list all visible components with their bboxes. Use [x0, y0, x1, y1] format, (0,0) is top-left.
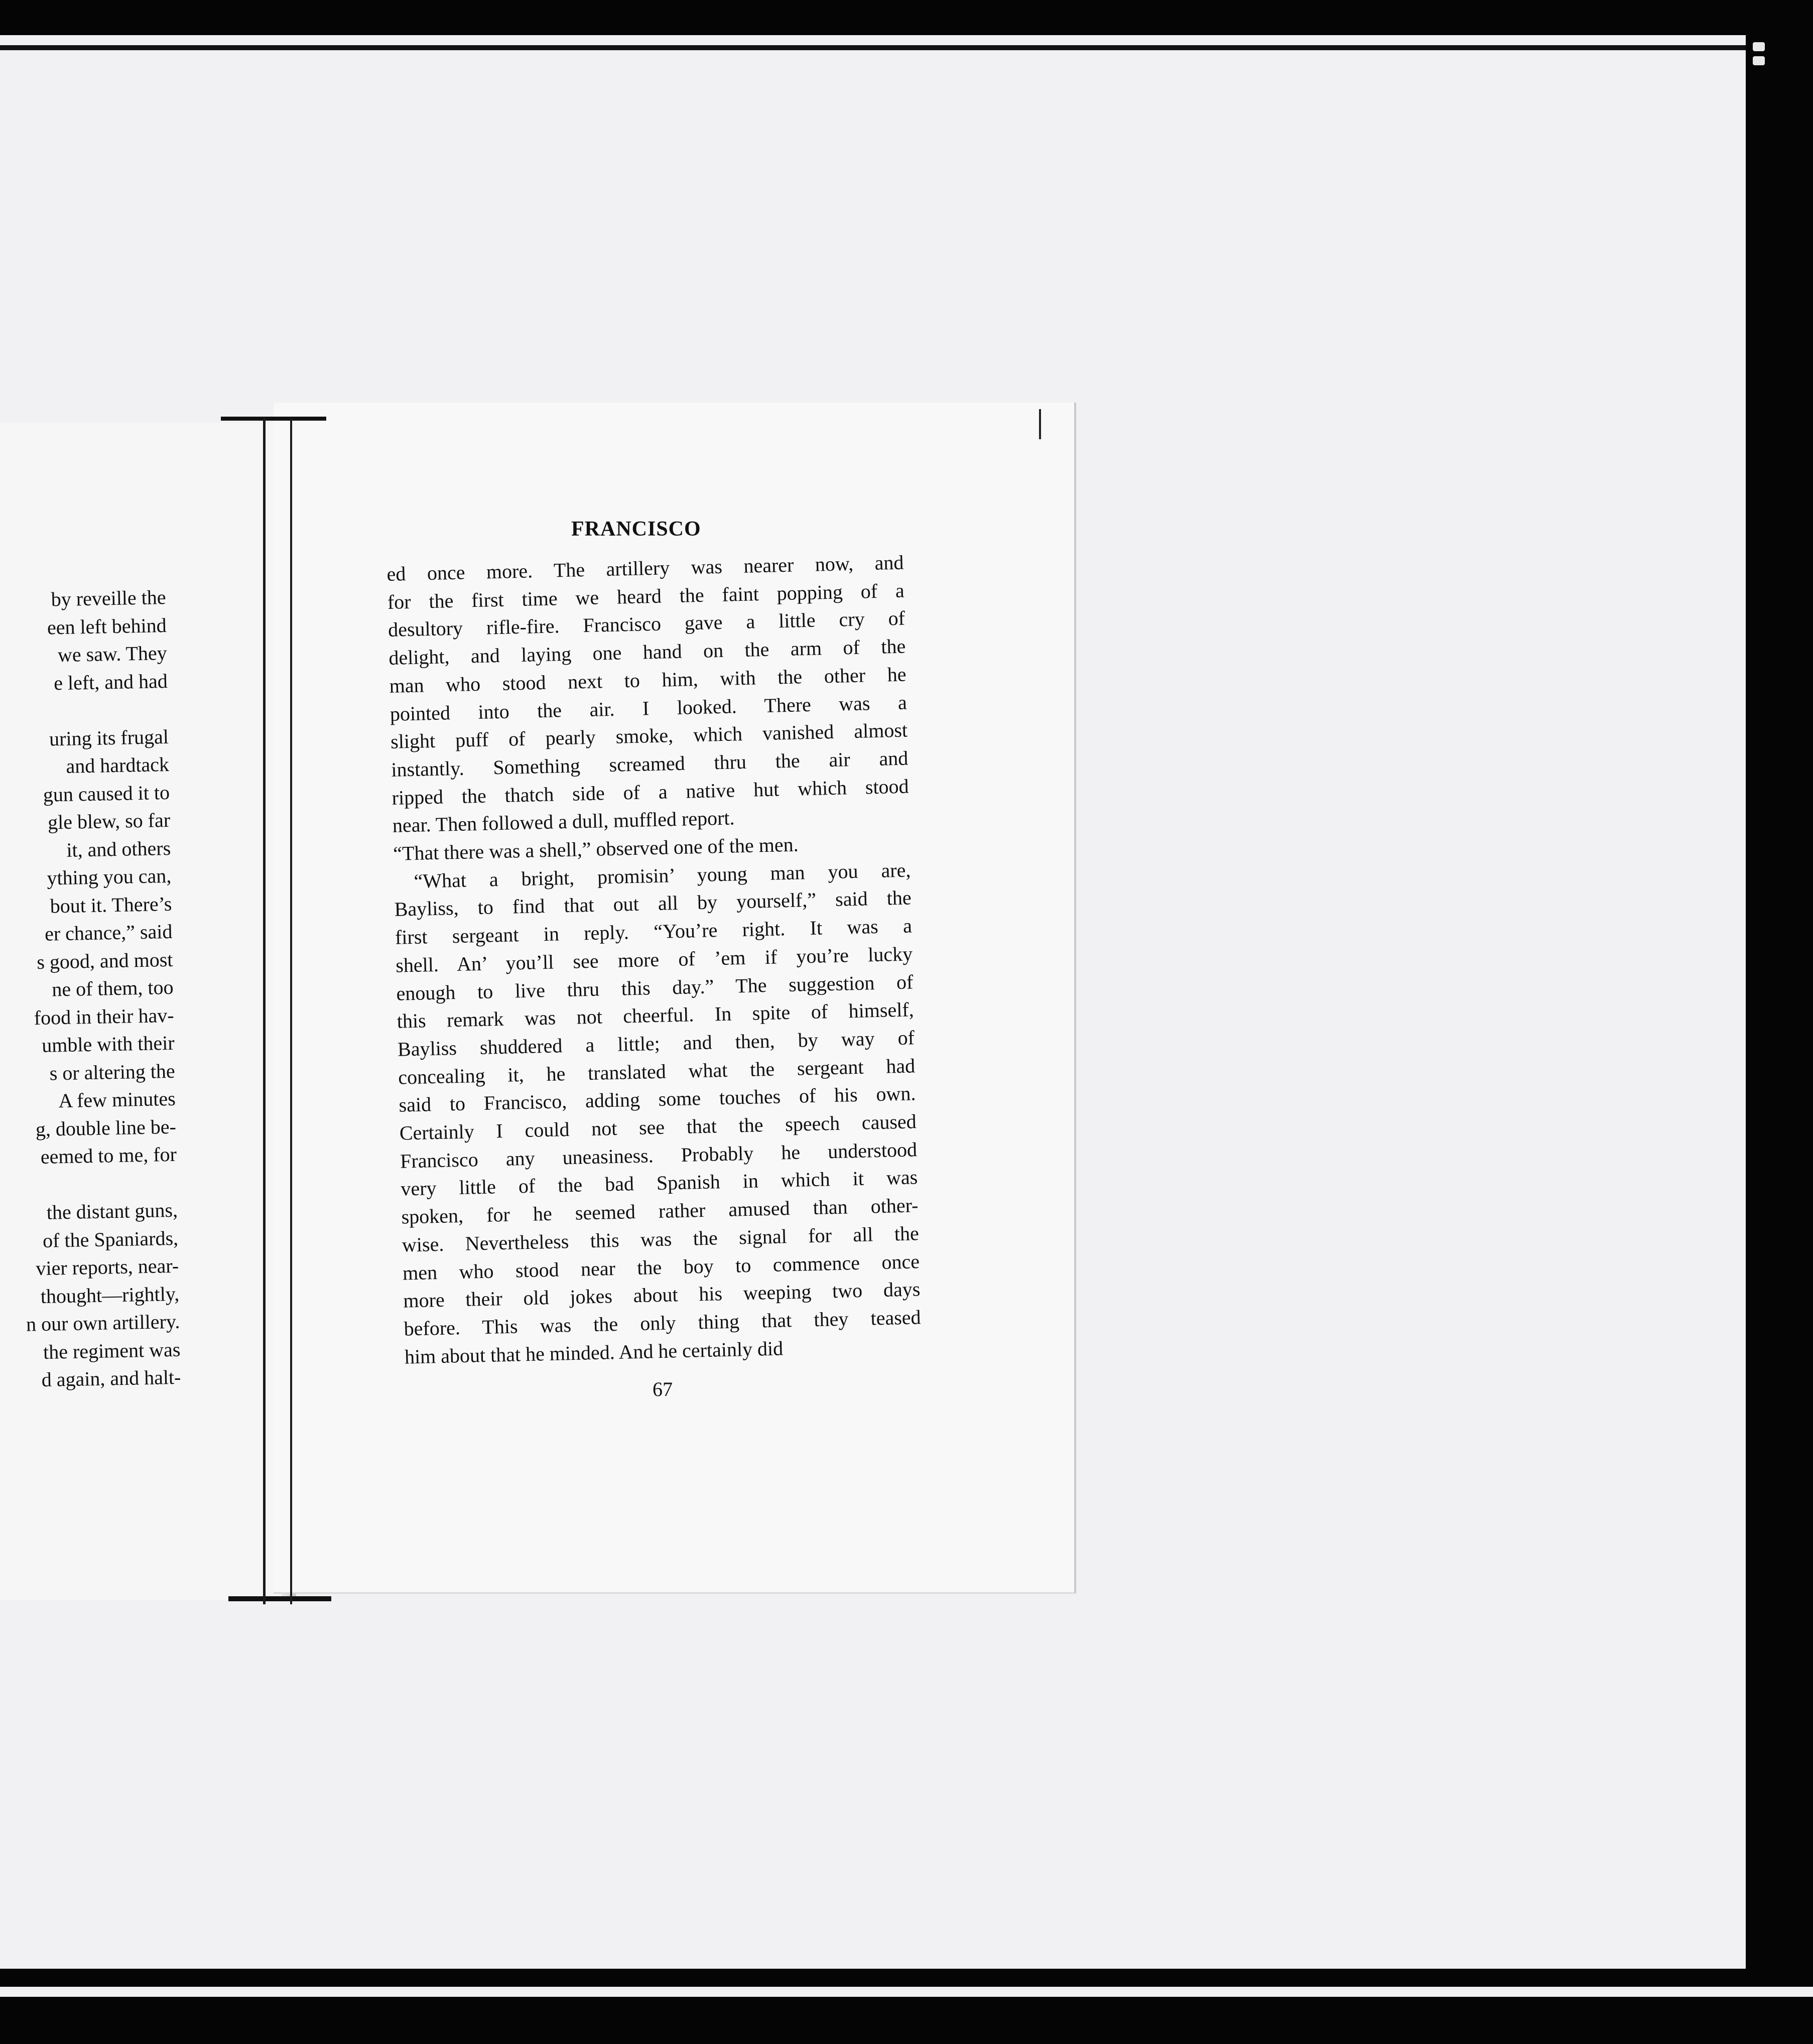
- left-page-text: [0, 583, 181, 1394]
- text-line: near. Then followed a dull, muffled report.: [392, 806, 735, 837]
- text-line: it, and others: [66, 836, 171, 861]
- text-line: gle blew, so far: [47, 808, 171, 834]
- page-number: 67: [653, 1378, 673, 1400]
- text-line: pointed into the air. I looked. There was a: [390, 691, 908, 725]
- page-edge-mark: [1039, 409, 1041, 439]
- film-frame-top-gap: [0, 35, 1813, 45]
- text-line: eemed to me, for: [40, 1142, 177, 1168]
- text-line: instantly. Something screamed thru the air and: [391, 746, 909, 781]
- text-line: uring its frugal: [49, 725, 169, 750]
- text-line: thought—rightly,: [40, 1282, 180, 1308]
- text-line: delight, and laying one hand on the arm of the: [388, 634, 906, 670]
- text-line: gun caused it to: [43, 781, 170, 806]
- text-line: and hardtack: [66, 752, 170, 778]
- text-line: the regiment was: [43, 1338, 181, 1363]
- text-line: A few minutes: [58, 1087, 176, 1112]
- text-line: more their old jokes about his weeping two days: [403, 1278, 921, 1312]
- text-line: first sergeant in reply. “You’re right. It was a: [395, 914, 913, 949]
- text-line: man who stood next to him, with the other he: [389, 663, 906, 697]
- text-line: men who stood near the boy to commence once: [402, 1249, 920, 1285]
- text-line: s or altering the: [49, 1059, 176, 1085]
- text-line: shell. An’ you’ll see more of ’em if you’re lucky: [395, 942, 913, 977]
- text-line: een left behind: [47, 613, 167, 639]
- text-line: we saw. They: [57, 641, 168, 667]
- text-line: spoken, for he seemed rather amused than other-: [401, 1194, 919, 1228]
- running-head: FRANCISCO: [571, 518, 701, 541]
- text-line: ything you can,: [47, 864, 172, 889]
- text-line: Bayliss, to find that out all by yourself,” said the: [394, 886, 912, 921]
- text-line: “What a bright, promisin’ young man you are,: [414, 858, 911, 892]
- text-line: bout it. There’s: [50, 892, 172, 918]
- film-sprocket-mark: [1753, 56, 1765, 65]
- text-line: of the Spaniards,: [42, 1226, 179, 1252]
- text-line: wise. Nevertheless this was the signal for all the: [402, 1222, 920, 1256]
- text-line: d again, and halt-: [41, 1365, 181, 1391]
- text-line: Certainly I could not see that the speech caused: [399, 1110, 917, 1144]
- text-line: [11, 1168, 177, 1199]
- text-line: vier reports, near-: [36, 1254, 179, 1280]
- text-line: enough to live thru this day.” The suggestion of: [396, 970, 914, 1005]
- text-line: slight puff of pearly smoke, which vanished almost: [390, 718, 908, 753]
- text-line: er chance,” said: [44, 920, 173, 945]
- film-frame-top-border: [0, 0, 1813, 35]
- film-frame-right-border: [1746, 35, 1813, 1973]
- text-line: food in their hav-: [34, 1003, 174, 1029]
- text-line: e left, and had: [53, 669, 168, 694]
- text-line: concealing it, he translated what the sergeant had: [398, 1054, 916, 1089]
- text-line: this remark was not cheerful. In spite of himself,: [397, 998, 915, 1033]
- text-line: said to Francisco, adding some touches of his own.: [399, 1082, 916, 1117]
- text-line: by reveille the: [51, 585, 166, 611]
- text-line: g, double line be-: [35, 1115, 177, 1140]
- film-frame-top-inner-rule: [0, 45, 1747, 50]
- film-sprocket-mark: [1753, 42, 1765, 51]
- text-line: him about that he minded. And he certainly did: [404, 1337, 784, 1368]
- text-line: s good, and most: [36, 948, 173, 973]
- text-line: the distant guns,: [46, 1198, 178, 1224]
- text-line: before. This was the only thing that they teased: [404, 1306, 921, 1340]
- gutter-line: [263, 418, 266, 1604]
- film-frame-bottom-border: [0, 1969, 1813, 2044]
- gutter-line: [290, 418, 292, 1604]
- text-line: “That there was a shell,” observed one of the men.: [393, 833, 799, 865]
- text-line: ed once more. The artillery was nearer now, and: [386, 551, 904, 585]
- text-line: desultory rifle-fire. Francisco gave a little cry of: [387, 607, 905, 642]
- text-line: ne of them, too: [51, 975, 174, 1001]
- text-line: umble with their: [41, 1031, 175, 1057]
- text-line: Bayliss shuddered a little; and then, by way of: [397, 1026, 915, 1061]
- text-line: very little of the bad Spanish in which it was: [400, 1166, 918, 1201]
- text-line: Francisco any uneasiness. Probably he understood: [400, 1138, 918, 1173]
- right-page-text: [386, 549, 922, 1371]
- text-line: n our own artillery.: [26, 1310, 180, 1336]
- text-line: for the first time we heard the faint popping of a: [387, 579, 905, 613]
- film-frame-bottom-gap: [0, 1987, 1813, 1997]
- text-line: ripped the thatch side of a native hut which stood: [392, 775, 909, 809]
- book-gutter: [261, 418, 301, 1604]
- text-line: [2, 695, 168, 726]
